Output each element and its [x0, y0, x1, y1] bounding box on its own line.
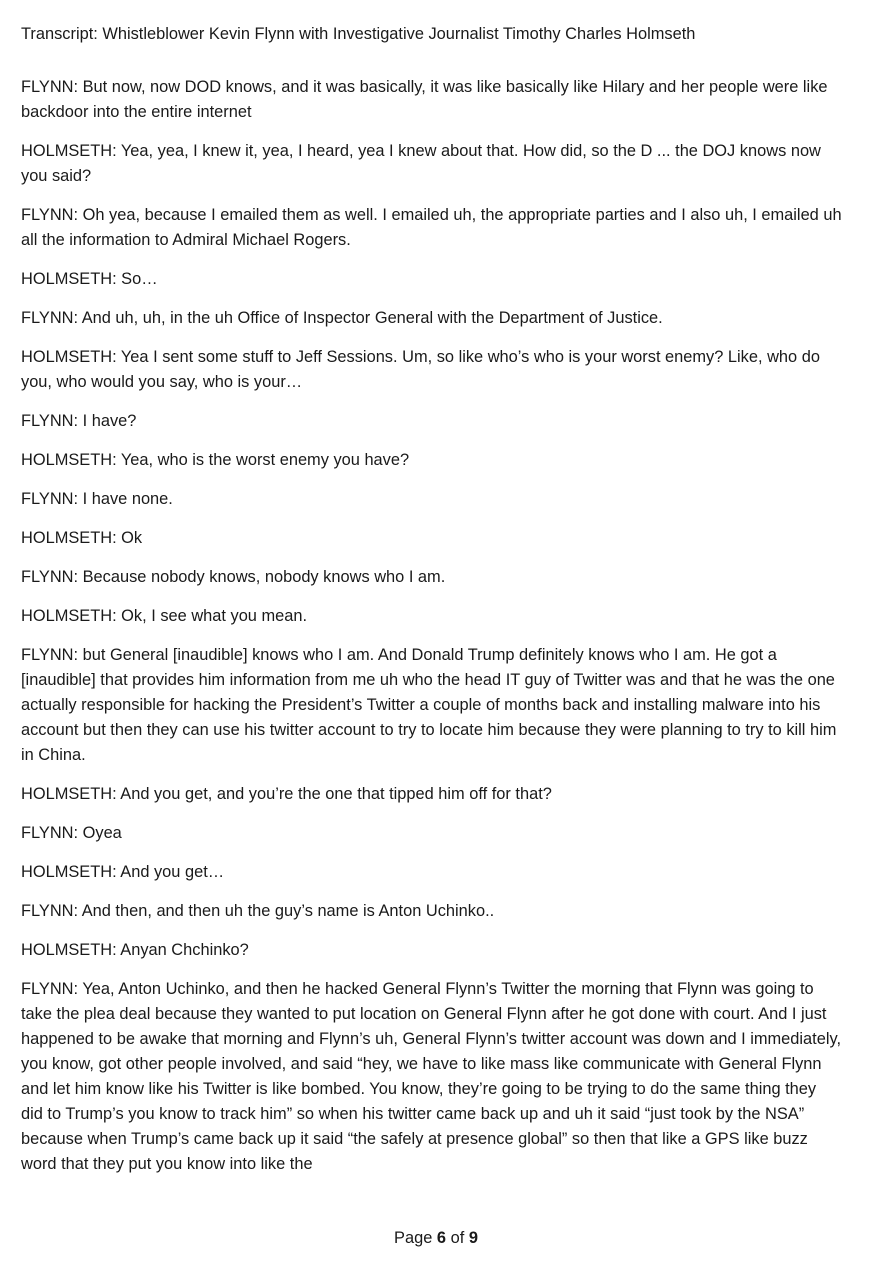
transcript-paragraph: HOLMSETH: Yea, who is the worst enemy you have? — [21, 451, 410, 469]
page-number-footer — [0, 1227, 872, 1249]
transcript-paragraph: FLYNN: Oh yea, because I emailed them as well. I emailed uh, the appropriate parties and I also uh, I emailed uh all the information to Admiral Michael Rogers. — [21, 206, 842, 249]
transcript-paragraph: HOLMSETH: Ok, I see what you mean. — [21, 607, 308, 625]
transcript-paragraph: FLYNN: Oyea — [21, 824, 122, 842]
transcript-paragraph: FLYNN: Yea, Anton Uchinko, and then he hacked General Flynn’s Twitter the morning that Flynn was going to take the plea deal because they wanted to put location on General Flynn after he got done with court. And I just happened to be awake that morning and Flynn’s uh, General Flynn’s twitter account was down and I immediately, you know, got other people involved, and said “hey, we have to like mass like communicate with General Flynn and let him know like his Twitter is like bombed. You know, they’re going to be trying to do the same thing they did to Trump’s you know to track him” so when his twitter came back up and uh it said “just took by the NSA” because when Trump’s came back up it said “the safely at presence global” so then that like a GPS like buzz word that they put you know into like the — [21, 980, 841, 1173]
transcript-paragraph: FLYNN: But now, now DOD knows, and it was basically, it was like basically like Hilary and her people were like backdoor into the entire internet — [21, 78, 828, 121]
transcript-paragraph: FLYNN: but General [inaudible] knows who I am. And Donald Trump definitely knows who I am. He got a [inaudible] that provides him information from me uh who the head IT guy of Twitter was and that he was the one actually responsible for hacking the President’s Twitter a couple of months back and installing malware into his account but then they can use his twitter account to try to locate him because they were planning to try to kill him in China. — [21, 646, 837, 764]
transcript-paragraph: HOLMSETH: And you get… — [21, 863, 225, 881]
transcript-paragraph: FLYNN: I have none. — [21, 490, 173, 508]
transcript-body — [21, 75, 842, 1177]
transcript-paragraph: FLYNN: And uh, uh, in the uh Office of Inspector General with the Department of Justice. — [21, 309, 663, 327]
transcript-paragraph: HOLMSETH: And you get, and you’re the one that tipped him off for that? — [21, 785, 552, 803]
transcript-paragraph: HOLMSETH: So… — [21, 270, 158, 288]
total-pages-number: 9 — [468, 1229, 478, 1247]
of-label: of — [450, 1229, 465, 1247]
transcript-paragraph: HOLMSETH: Ok — [21, 529, 143, 547]
transcript-paragraph: FLYNN: And then, and then uh the guy’s name is Anton Uchinko.. — [21, 902, 495, 920]
current-page-number: 6 — [436, 1229, 447, 1247]
transcript-paragraph: FLYNN: Because nobody knows, nobody knows who I am. — [21, 568, 446, 586]
page-label: Page — [394, 1229, 433, 1247]
transcript-paragraph: HOLMSETH: Yea I sent some stuff to Jeff Sessions. Um, so like who’s who is your worst enemy? Like, who do you, who would you say, who is your… — [21, 348, 820, 391]
transcript-paragraph: HOLMSETH: Yea, yea, I knew it, yea, I heard, yea I knew about that. How did, so the D ... the DOJ knows now you said? — [21, 142, 821, 185]
document-title: Transcript: Whistleblower Kevin Flynn with Investigative Journalist Timothy Charles Holmseth — [21, 25, 696, 43]
transcript-paragraph: HOLMSETH: Anyan Chchinko? — [21, 941, 249, 959]
transcript-paragraph: FLYNN: I have? — [21, 412, 137, 430]
